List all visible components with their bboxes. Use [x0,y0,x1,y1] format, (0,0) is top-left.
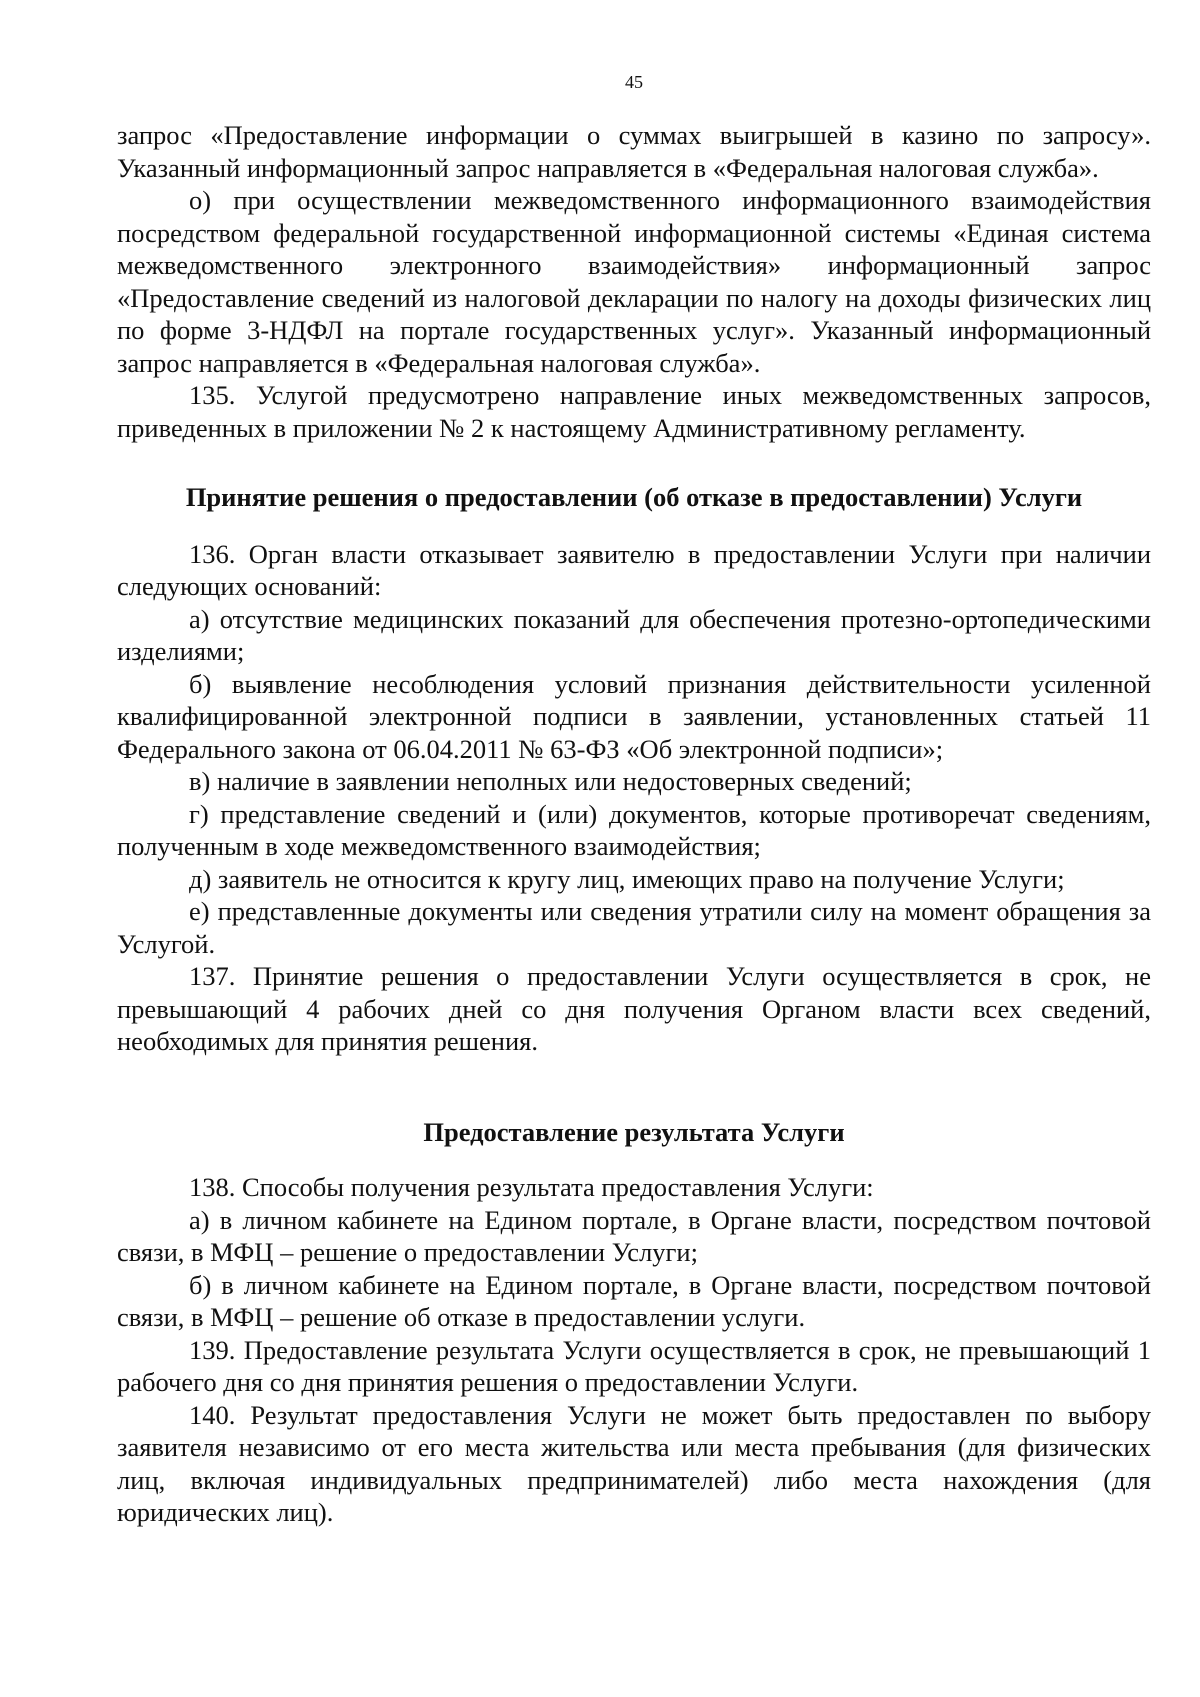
paragraph-138-b: б) в личном кабинете на Едином портале, в Органе власти, посредством почтовой связи, в МФЦ – решение об отказе в предоставлении услуги. [117,1269,1151,1332]
paragraph-136-g: г) представление сведений и (или) документов, которые противоречат сведениям, полученным в ходе межведомственного взаимодействия; [117,798,1151,861]
paragraph-continuation: запрос «Предоставление информации о суммах выигрышей в казино по запросу». Указанный информационный запрос направляется в «Федеральная налоговая служба». [117,120,1151,183]
paragraph-136-a: а) отсутствие медицинских показаний для обеспечения протезно-ортопедическими изделиями; [117,603,1151,666]
paragraph-138: 138. Способы получения результата предоставления Услуги: [189,1172,874,1202]
section-heading-decision: Принятие решения о предоставлении (об отказе в предоставлении) Услуги [185,482,1083,512]
document-body [117,119,1151,1529]
paragraph-140: 140. Результат предоставления Услуги не может быть предоставлен по выбору заявителя независимо от его места жительства или места пребывания (для физических лиц, включая индивидуальных предпринимателей) либо места нахождения (для юридических лиц). [117,1399,1151,1527]
paragraph-o: о) при осуществлении межведомственного информационного взаимодействия посредством федеральной государственной информационной системы «Единая система межведомственного электронного взаимодействия» информационный запрос «Предоставление сведений из налоговой декларации по налогу на доходы физических лиц по форме 3-НДФЛ на портале государственных услуг». Указанный информационный запрос направляется в «Федеральная налоговая служба». [117,185,1151,378]
spacer [117,514,1151,538]
paragraph-136-b: б) выявление несоблюдения условий признания действительности усиленной квалифицированной электронной подписи в заявлении, установленных статьей 11 Федерального закона от 06.04.2011 № 63-ФЗ «Об электронной подписи»; [117,668,1151,764]
spacer [117,1058,1151,1116]
paragraph-136-v: в) наличие в заявлении неполных или недостоверных сведений; [189,766,912,796]
paragraph-136-e: е) представленные документы или сведения утратили силу на момент обращения за Услугой. [117,896,1151,959]
page-number: 45 [625,72,643,92]
spacer [117,1148,1151,1171]
paragraph-136-d: д) заявитель не относится к кругу лиц, имеющих право на получение Услуги; [189,863,1065,894]
paragraph-138-a: а) в личном кабинете на Едином портале, в Органе власти, посредством почтовой связи, в МФЦ – решение о предоставлении Услуги; [117,1204,1151,1267]
paragraph-137: 137. Принятие решения о предоставлении Услуги осуществляется в срок, не превышающий 4 рабочих дней со дня получения Органом власти всех сведений, необходимых для принятия решения. [117,961,1151,1056]
paragraph-136: 136. Орган власти отказывает заявителю в предоставлении Услуги при наличии следующих оснований: [117,538,1151,601]
paragraph-135: 135. Услугой предусмотрено направление иных межведомственных запросов, приведенных в приложении № 2 к настоящему Административному регламенту. [117,380,1151,443]
paragraph-139: 139. Предоставление результата Услуги осуществляется в срок, не превышающий 1 рабочего дня со дня принятия решения о предоставлении Услуги. [117,1334,1151,1397]
spacer [117,444,1151,481]
section-heading-result: Предоставление результата Услуги [423,1116,845,1147]
